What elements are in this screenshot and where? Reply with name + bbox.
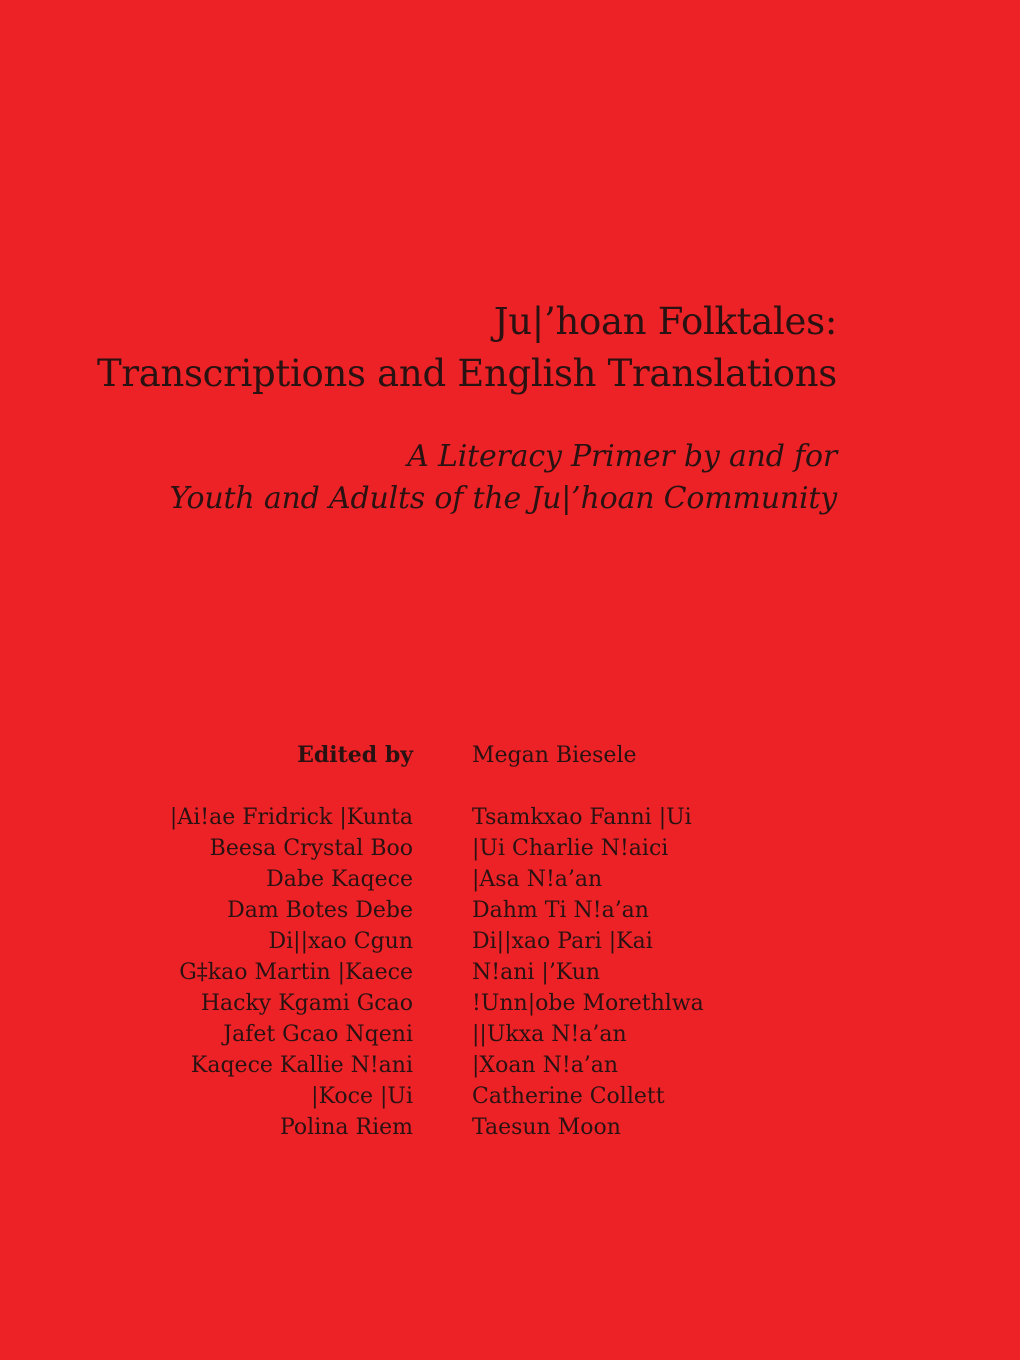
- contributor-name-left: G‡kao Martin |Kaece: [179, 960, 413, 985]
- primary-editor-name: Megan Biesele: [472, 743, 637, 768]
- contributor-row: [0, 957, 1020, 988]
- contributor-name-right: |Ui Charlie N!aici: [472, 836, 669, 861]
- contributor-name-left: Dabe Kaqece: [266, 867, 413, 892]
- contributor-name-right: Taesun Moon: [472, 1115, 621, 1140]
- contributor-row: [0, 926, 1020, 957]
- book-subtitle: [170, 436, 837, 520]
- contributor-name-right: ||Ukxa N!a’an: [472, 1022, 627, 1047]
- title-line-2: Transcriptions and English Translations: [96, 352, 837, 395]
- contributor-name-right: Catherine Collett: [472, 1084, 665, 1109]
- contributor-row: [0, 895, 1020, 926]
- contributor-name-left: |Koce |Ui: [311, 1084, 413, 1109]
- contributor-name-right: |Xoan N!a’an: [472, 1053, 619, 1078]
- contributor-name-left: |Ai!ae Fridrick |Kunta: [169, 805, 413, 830]
- subtitle-line-1: A Literacy Primer by and for: [407, 439, 837, 474]
- contributor-name-right: Dahm Ti N!a’an: [472, 898, 649, 923]
- contributor-name-right: !Unn|obe Morethlwa: [472, 991, 704, 1016]
- contributor-name-left: Kaqece Kallie N!ani: [190, 1053, 413, 1078]
- contributor-row: [0, 833, 1020, 864]
- contributor-row: [0, 802, 1020, 833]
- contributor-row: [0, 1050, 1020, 1081]
- contributor-row: [0, 1019, 1020, 1050]
- contributor-row: [0, 1081, 1020, 1112]
- subtitle-line-2: Youth and Adults of the Ju|’hoan Community: [169, 481, 837, 516]
- title-line-1: Ju|’hoan Folktales:: [493, 300, 837, 343]
- edited-by-label: Edited by: [297, 742, 413, 768]
- contributor-name-right: N!ani |’Kun: [472, 960, 601, 985]
- book-title: [97, 296, 837, 400]
- contributor-name-right: Di||xao Pari |Kai: [472, 929, 653, 954]
- edited-by-row: [0, 740, 1020, 771]
- contributor-name-left: Beesa Crystal Boo: [209, 836, 413, 861]
- contributor-name-left: Hacky Kgami Gcao: [200, 991, 413, 1016]
- contributor-name-left: Jafet Gcao Nqeni: [223, 1022, 413, 1047]
- contributor-name-left: Di||xao Cgun: [268, 929, 413, 954]
- contributor-row: [0, 1112, 1020, 1143]
- contributor-name-right: Tsamkxao Fanni |Ui: [472, 805, 692, 830]
- contributor-name-left: Dam Botes Debe: [227, 898, 413, 923]
- credits-block: [0, 740, 1020, 1143]
- contributor-name-left: Polina Riem: [280, 1115, 413, 1140]
- contributor-row: [0, 988, 1020, 1019]
- contributor-name-right: |Asa N!a’an: [472, 867, 603, 892]
- credits-spacer: [0, 771, 1020, 802]
- contributor-list: [0, 802, 1020, 1143]
- contributor-row: [0, 864, 1020, 895]
